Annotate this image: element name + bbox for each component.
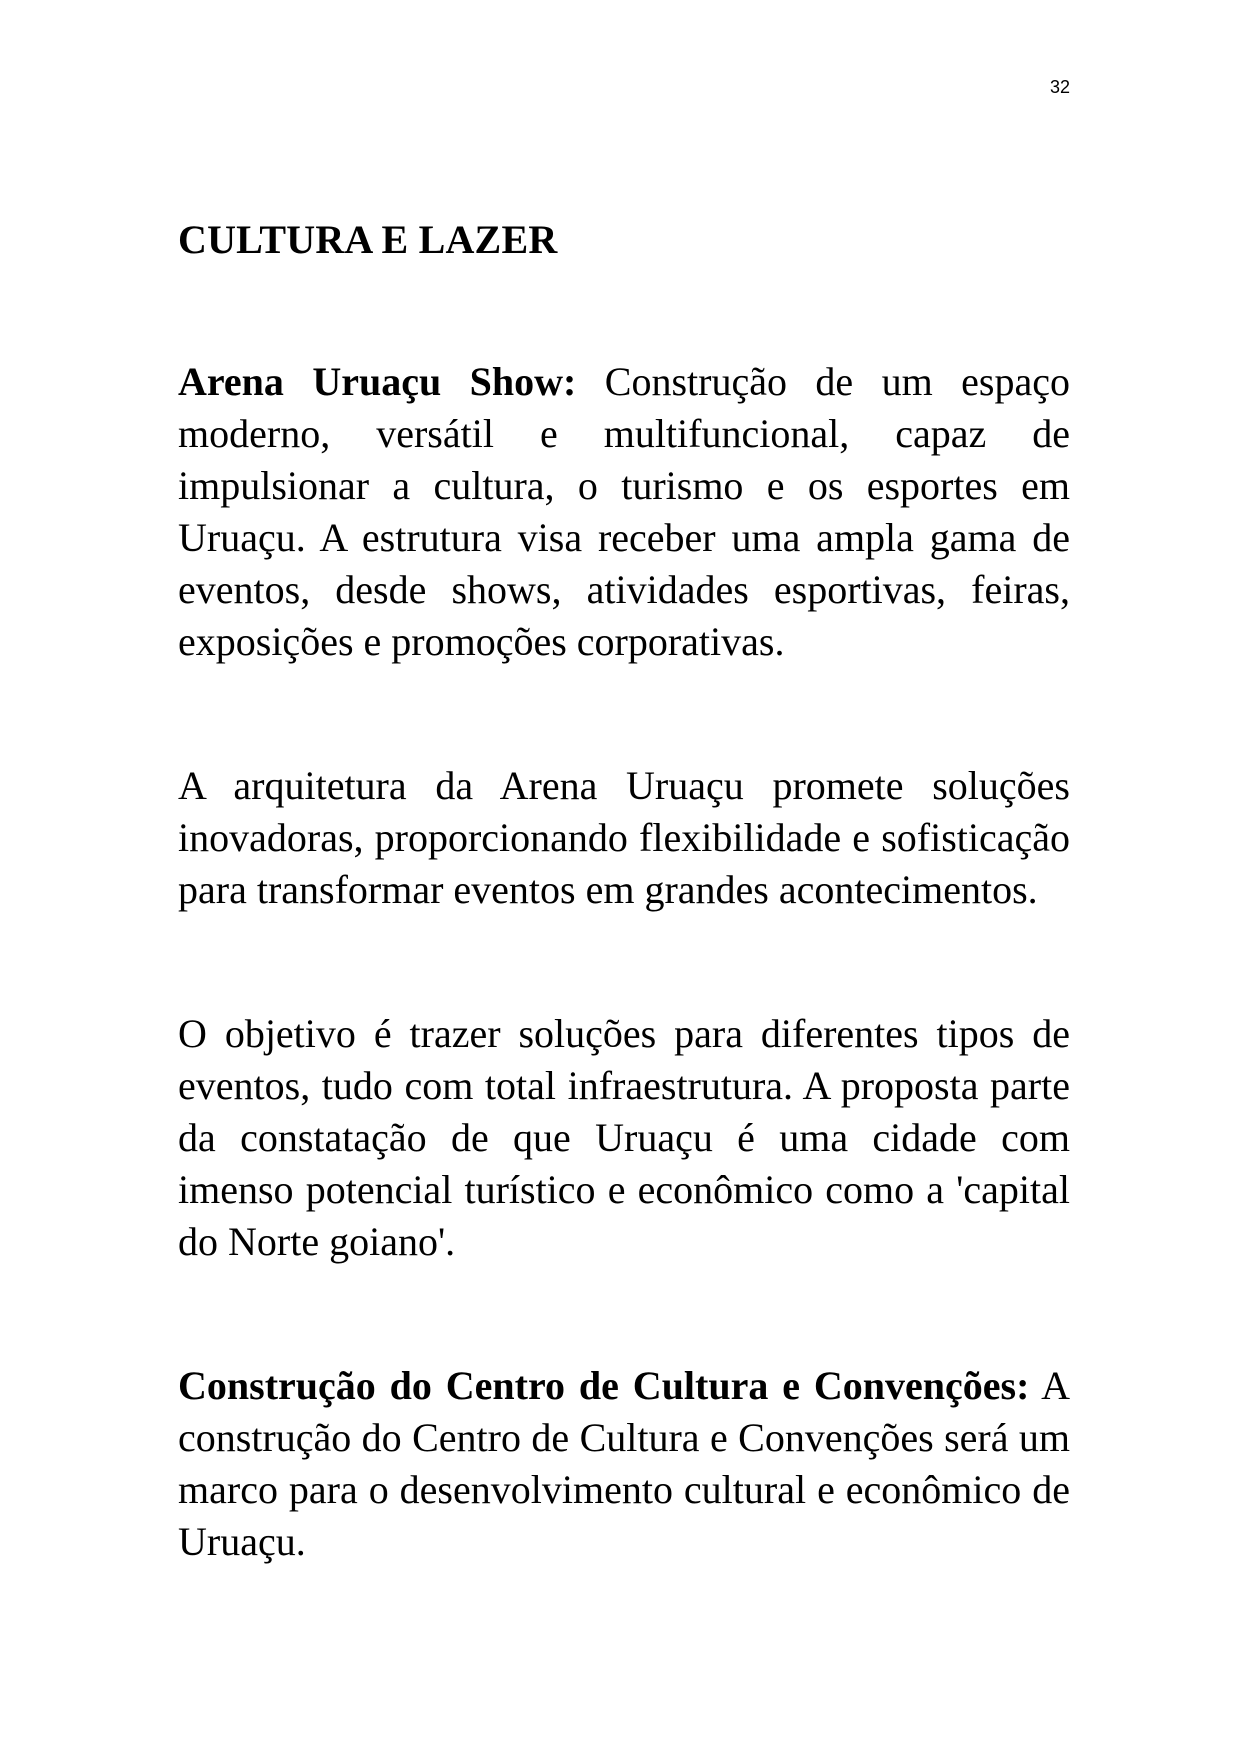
paragraph-centro-cultura <box>178 1360 1070 1568</box>
paragraph-text: Construção de um espaço moderno, versátil e multifuncional, capaz de impulsionar a cultura, o turismo e os esportes em Uruaçu. A estrutura visa receber uma ampla gama de eventos, desde shows, atividades esportivas, feiras, exposições e promoções corporativas. <box>178 359 1070 664</box>
paragraph-arquitetura <box>178 760 1070 916</box>
paragraph-text: A arquitetura da Arena Uruaçu promete soluções inovadoras, proporcionando flexibilidade e sofisticação para transformar eventos em grandes acontecimentos. <box>178 763 1070 912</box>
page-number: 32 <box>1049 77 1070 97</box>
paragraph-text: O objetivo é trazer soluções para diferentes tipos de eventos, tudo com total infraestrutura. A proposta parte da constatação de que Uruaçu é uma cidade com imenso potencial turístico e econômico como a 'capital do Norte goiano'. <box>178 1011 1070 1264</box>
paragraph-text: A construção do Centro de Cultura e Convenções será um marco para o desenvolvimento cultural e econômico de Uruaçu. <box>178 1363 1071 1564</box>
section-heading: CULTURA E LAZER <box>178 217 558 262</box>
paragraph-objetivo <box>178 1008 1070 1268</box>
paragraph-arena-show <box>178 356 1070 668</box>
paragraph-lead: Construção do Centro de Cultura e Convenções: <box>178 1363 1030 1408</box>
document-body <box>178 216 1070 1568</box>
paragraph-lead: Arena Uruaçu Show: <box>178 359 577 404</box>
